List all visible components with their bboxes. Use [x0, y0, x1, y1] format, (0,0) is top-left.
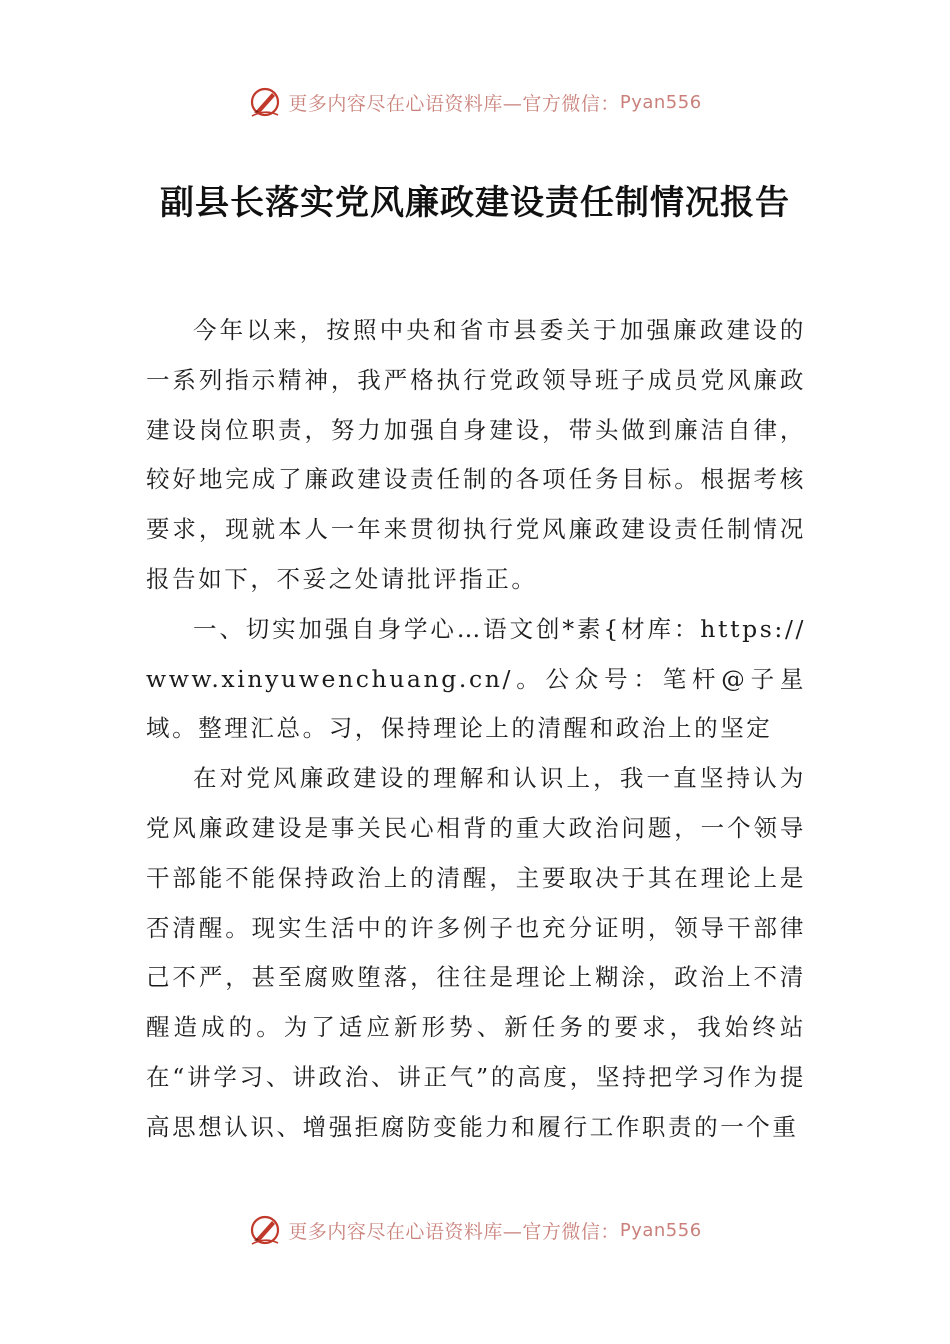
header-banner-account: Pyan556: [619, 91, 702, 113]
footer-banner: [0, 1210, 950, 1250]
paragraph: 在对党风廉政建设的理解和认识上，我一直坚持认为党风廉政建设是事关民心相背的重大政治问题，一个领导干部能不能保持政治上的清醒，主要取决于其在理论上是否清醒。现实生活中的许多例子也充分证明，领导干部律己不严，甚至腐败堕落，往往是理论上糊涂，政治上不清醒造成的。为了适应新形势、新任务的要求，我始终站在“讲学习、讲政治、讲正气”的高度，坚持把学习作为提高思想认识、增强拒腐防变能力和履行工作职责的一个重: [146, 764, 806, 1141]
document-body: [146, 306, 806, 1153]
pen-logo-icon: [248, 1213, 282, 1247]
header-banner: [0, 82, 950, 122]
paragraph: 一、切实加强自身学心…语文创*素{材库：https://www.xinyuwenchuang.cn/。公众号：笔杆@子星域。整理汇总。习，保持理论上的清醒和政治上的坚定: [146, 614, 806, 743]
document-title: 副县长落实党风廉政建设责任制情况报告: [160, 183, 790, 223]
pen-logo-icon: [248, 85, 282, 119]
header-banner-text: 更多内容尽在心语资料库—官方微信：: [288, 92, 620, 115]
footer-banner-text: 更多内容尽在心语资料库—官方微信：: [288, 1220, 620, 1243]
footer-banner-account: Pyan556: [619, 1219, 702, 1241]
paragraph: 今年以来，按照中央和省市县委关于加强廉政建设的一系列指示精神，我严格执行党政领导班子成员党风廉政建设岗位职责，努力加强自身建设，带头做到廉洁自律，较好地完成了廉政建设责任制的各项任务目标。根据考核要求，现就本人一年来贯彻执行党风廉政建设责任制情况报告如下，不妥之处请批评指正。: [146, 316, 806, 593]
